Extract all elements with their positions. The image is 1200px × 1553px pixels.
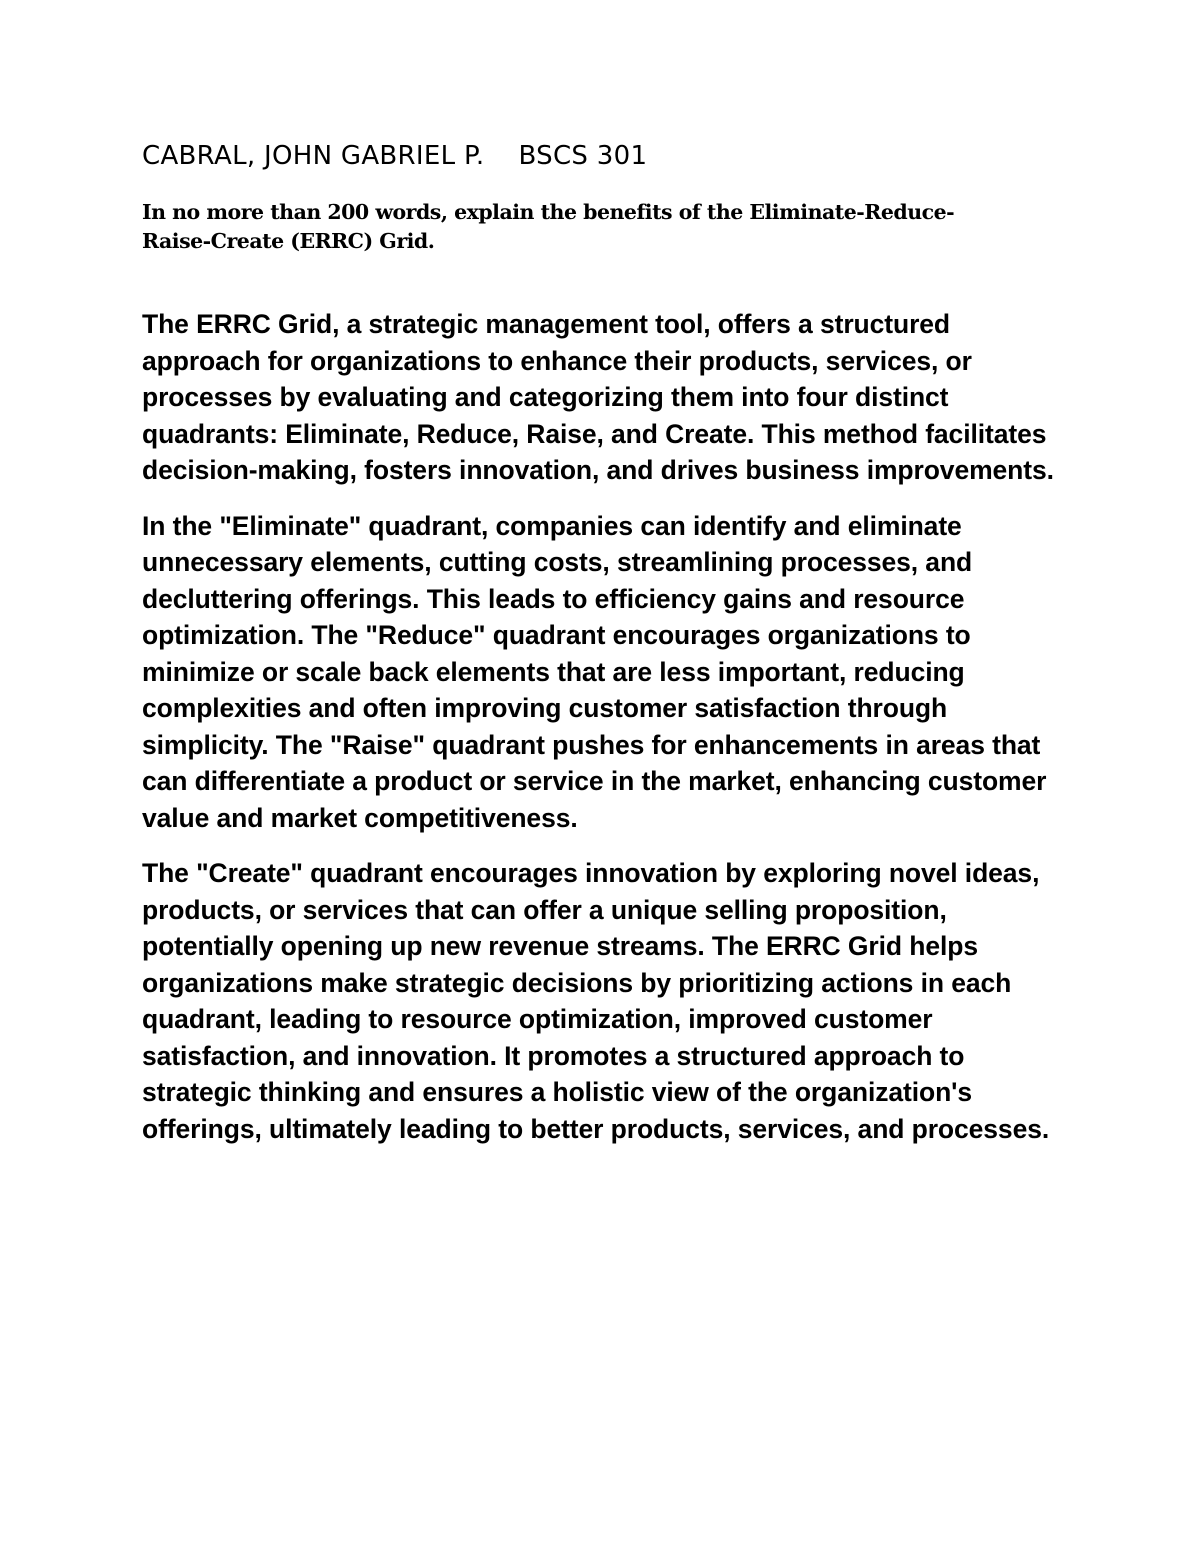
document-header [142,138,647,174]
student-name: CABRAL, JOHN GABRIEL P. [142,141,485,171]
answer-paragraph-3: The "Create" quadrant encourages innovation by exploring novel ideas, products, or services that can offer a unique selling proposition, potentially opening up new revenue streams. The ERRC Grid helps organizations make strategic decisions by prioritizing actions in each quadrant, leading to resource optimization, improved customer satisfaction, and innovation. It promotes a structured approach to strategic thinking and ensures a holistic view of the organization's offerings, ultimately leading to better products, services, and processes. [142,858,1050,1144]
assignment-prompt: In no more than 200 words, explain the benefits of the Eliminate-Reduce-Raise-Create (ERRC) Grid. [142,200,955,253]
answer-paragraph-1: The ERRC Grid, a strategic management tool, offers a structured approach for organizations to enhance their products, services, or processes by evaluating and categorizing them into four distinct quadrants: Eliminate, Reduce, Raise, and Create. This method facilitates decision-making, fosters innovation, and drives business improvements. [142,309,1054,485]
answer-body [142,306,1062,1166]
course-section: BSCS 301 [518,141,648,171]
answer-paragraph-2: In the "Eliminate" quadrant, companies can identify and eliminate unnecessary elements, cutting costs, streamlining processes, and decluttering offerings. This leads to efficiency gains and resource optimization. The "Reduce" quadrant encourages organizations to minimize or scale back elements that are less important, reducing complexities and often improving customer satisfaction through simplicity. The "Raise" quadrant pushes for enhancements in areas that can differentiate a product or service in the market, enhancing customer value and market competitiveness. [142,510,1047,833]
